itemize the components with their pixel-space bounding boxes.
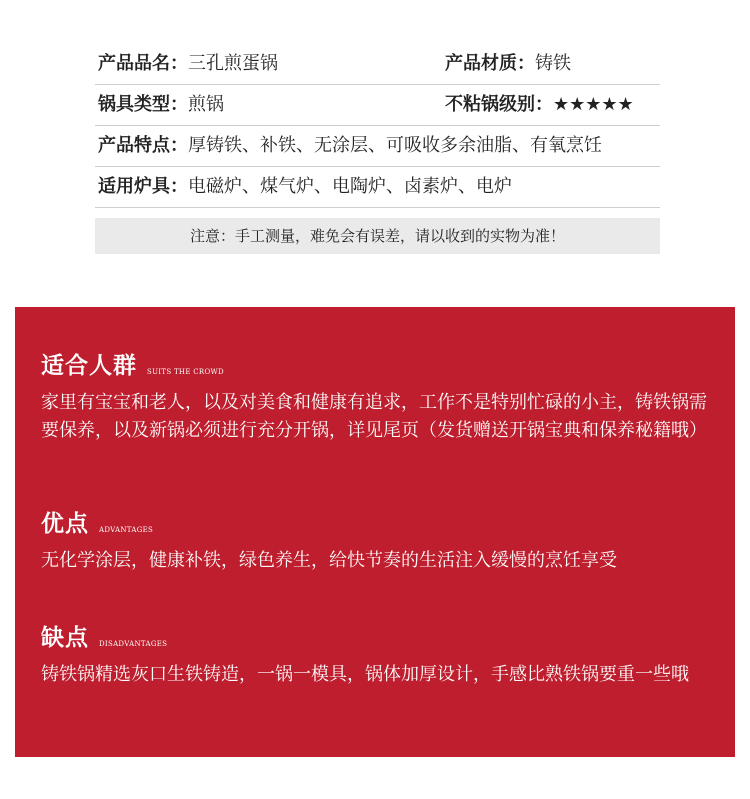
spec-label: 产品品名： (98, 53, 188, 74)
section-title: 缺点 (41, 625, 89, 651)
section-heading (41, 623, 715, 653)
section-subtitle: DISADVANTAGES (99, 640, 168, 648)
spec-value: 铸铁 (535, 53, 571, 74)
spec-row (95, 167, 660, 208)
spec-cell (98, 44, 278, 84)
info-panel (15, 307, 735, 757)
section-text: 铸铁锅精选灰口生铁铸造，一锅一模具，锅体加厚设计，手感比熟铁锅要重一些哦 (41, 664, 689, 685)
spec-value: 煎锅 (188, 94, 224, 115)
section-disadvantages (41, 623, 715, 689)
spec-cell (445, 44, 571, 84)
spec-cell (98, 126, 602, 166)
spec-row (95, 126, 660, 167)
section-text: 家里有宝宝和老人，以及对美食和健康有追求，工作不是特别忙碌的小主，铸铁锅需要保养，以及新锅必须进行充分开锅，详见尾页（发货赠送开锅宝典和保养秘籍哦） (41, 392, 707, 441)
section-title: 优点 (41, 511, 89, 537)
section-subtitle: ADVANTAGES (99, 526, 154, 534)
section-subtitle: SUITS THE CROWD (147, 368, 224, 376)
section-title: 适合人群 (41, 353, 137, 379)
spec-cell (98, 167, 512, 207)
spec-label: 不粘锅级别： (445, 94, 553, 115)
measurement-note: 注意：手工测量，难免会有误差，请以收到的实物为准！ (95, 218, 660, 254)
spec-value: 三孔煎蛋锅 (188, 53, 278, 74)
spec-value: 电磁炉、煤气炉、电陶炉、卤素炉、电炉 (188, 176, 512, 197)
spec-cell (98, 85, 224, 125)
spec-row (95, 85, 660, 126)
section-advantages (41, 509, 715, 575)
section-suits-crowd (41, 351, 715, 445)
spec-label: 适用炉具： (98, 176, 188, 197)
spec-cell (445, 85, 634, 125)
section-heading (41, 509, 715, 539)
section-text: 无化学涂层，健康补铁，绿色养生，给快节奏的生活注入缓慢的烹饪享受 (41, 550, 617, 571)
spec-value: 厚铸铁、补铁、无涂层、可吸收多余油脂、有氧烹饪 (188, 135, 602, 156)
spec-label: 锅具类型： (98, 94, 188, 115)
spec-label: 产品特点： (98, 135, 188, 156)
spec-table (95, 44, 660, 208)
section-heading (41, 351, 715, 381)
spec-label: 产品材质： (445, 53, 535, 74)
nonstick-rating-stars: ★★★★★ (553, 94, 634, 115)
spec-row (95, 44, 660, 85)
